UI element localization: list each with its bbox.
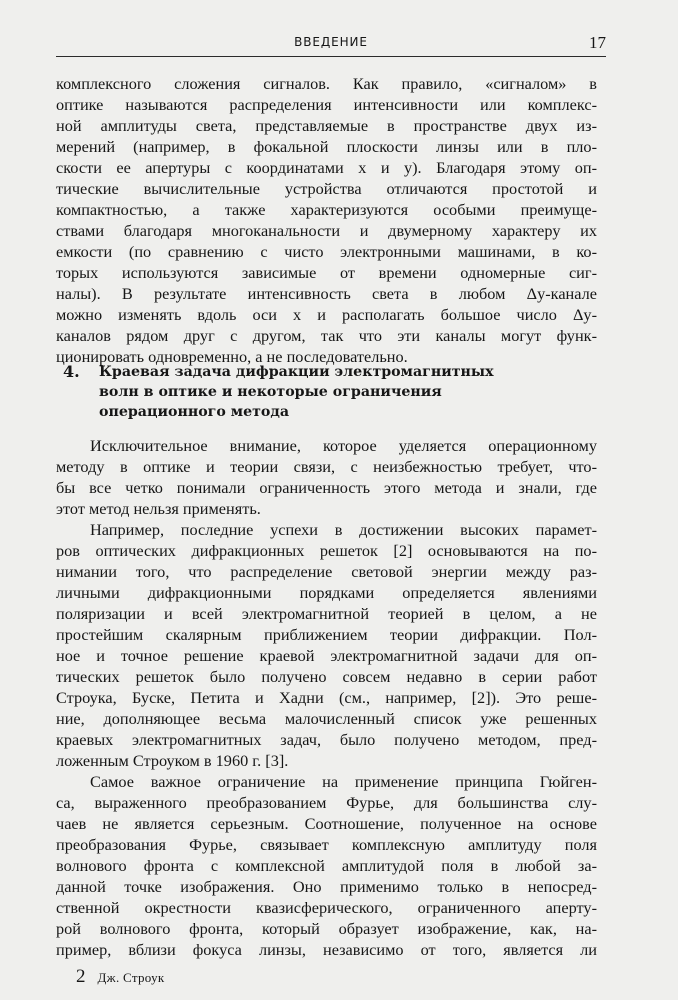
text-line: скости ее апертуры с координатами x и y). Благодаря этому оп- — [56, 158, 597, 177]
text-line: налы). В результате интенсивность света в любом Δy-канале — [56, 284, 597, 303]
text-line: тических решеток было получено совсем недавно в серии работ — [56, 667, 597, 686]
text-line: оптике называются распределения интенсивности или комплекс- — [56, 95, 597, 114]
text-line: краевых электромагнитных задач, было получено методом, пред- — [56, 730, 597, 749]
text-line: ние, дополняющее весьма малочисленный список уже решенных — [56, 709, 597, 728]
text-line: торых используются зависимые от времени одномерные сиг- — [56, 263, 597, 282]
running-title: ВВЕДЕНИЕ — [294, 35, 368, 49]
text-line: комплексного сложения сигналов. Как правило, «сигналом» в — [56, 74, 597, 93]
section-number: 4. — [63, 362, 80, 381]
text-line: са, выраженного преобразованием Фурье, для большинства слу- — [56, 793, 597, 812]
signature-name: Дж. Строук — [97, 970, 165, 985]
running-head — [56, 31, 606, 55]
text-line: можно изменять вдоль оси x и располагать большое число Δy- — [56, 305, 597, 324]
section-title-line: волн в оптике и некоторые ограничения — [99, 384, 442, 400]
text-line: методу в оптике и теории связи, с неизбежностью требует, что- — [56, 457, 597, 476]
text-line: тические вычислительные устройства отличаются простотой и — [56, 179, 597, 198]
text-line: Например, последние успехи в достижении высоких парамет- — [90, 520, 597, 539]
text-line: данной точке изображения. Оно применимо только в непосред- — [56, 877, 597, 896]
text-line: рой волнового фронта, который образует изображение, как, на- — [56, 919, 597, 938]
page-number: 17 — [589, 33, 606, 52]
text-line: волнового фронта с комплексной амплитудой поля в любой за- — [56, 856, 597, 875]
text-line: каналов рядом друг с другом, так что эти каналы могут функ- — [56, 326, 597, 345]
text-line: ционировать одновременно, а не последовательно. — [56, 347, 408, 366]
text-line: ложенным Строуком в 1960 г. [3]. — [56, 751, 289, 770]
signature-number: 2 — [76, 966, 86, 987]
text-line: пример, вблизи фокуса линзы, независимо от того, является ли — [56, 940, 597, 959]
text-line: бы все четко понимали ограниченность этого метода и знали, где — [56, 478, 597, 497]
section-title-line: Краевая задача дифракции электромагнитных — [99, 364, 494, 380]
text-line: Исключительное внимание, которое уделяется операционному — [90, 436, 597, 455]
text-line: чаев не является серьезным. Соотношение, полученное на основе — [56, 814, 597, 833]
text-line: этот метод нельзя применять. — [56, 499, 261, 518]
text-line: нимании того, что распределение световой энергии между раз- — [56, 562, 597, 581]
text-line: простейшим скалярным приближением теории дифракции. Пол- — [56, 625, 597, 644]
text-line: мерений (например, в фокальной плоскости линзы или в пло- — [56, 137, 597, 156]
text-line: ное и точное решение краевой электромагнитной задачи для оп- — [56, 646, 597, 665]
text-line: Строука, Буске, Петита и Хадни (см., например, [2]). Это реше- — [56, 688, 597, 707]
text-line: компактностью, а также характеризуются особыми преимуще- — [56, 200, 597, 219]
text-line: ствами благодаря многоканальности и двумерному характеру их — [56, 221, 597, 240]
section-title-line: операционного метода — [99, 404, 290, 420]
text-line: емкости (по сравнению с чисто электронными машинами, в ко- — [56, 242, 597, 261]
text-line: поляризации и всей электромагнитной теорией в целом, а не — [56, 604, 597, 623]
text-line: ров оптических дифракционных решеток [2] основываются на по- — [56, 541, 597, 560]
header-rule — [56, 56, 606, 57]
text-line: ственной окрестности квазисферического, ограниченного аперту- — [56, 898, 597, 917]
text-line: личными дифракционными порядками определяется явлениями — [56, 583, 597, 602]
text-line: ной амплитуды света, представляемые в пространстве двух из- — [56, 116, 597, 135]
text-line: Самое важное ограничение на применение принципа Гюйген- — [90, 772, 597, 791]
signature-mark — [76, 966, 165, 986]
text-line: преобразования Фурье, связывает комплексную амплитуду поля — [56, 835, 597, 854]
